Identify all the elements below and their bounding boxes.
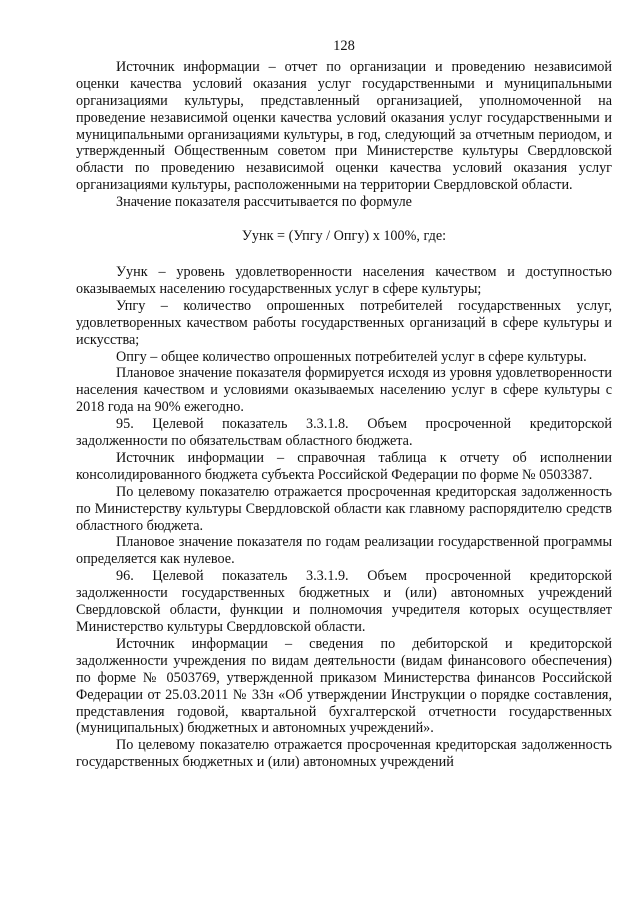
paragraph-indicator-95: 95. Целевой показатель 3.3.1.8. Объем просроченной кредиторской задолженности по обязательствам областного бюджета. — [76, 416, 612, 450]
paragraph-source-96: Источник информации – сведения по дебиторской и кредиторской задолженности учреждения по видам деятельности (видам финансового обеспечения) по форме № 0503769, утвержденной приказом Министерства финансов Российской Федерации от 25.03.2011 № 33н «Об утверждении Инструкции о порядке составления, представления годовой, квартальной бухгалтерской отчетности государственных (муниципальных) бюджетных и автономных учреждений». — [76, 635, 612, 737]
paragraph-reflection-95: По целевому показателю отражается просроченная кредиторская задолженность по Министерству культуры Свердловской области как главному распорядителю средств областного бюджета. — [76, 483, 612, 534]
paragraph-indicator-96: 96. Целевой показатель 3.3.1.9. Объем просроченной кредиторской задолженности государственных бюджетных и (или) автономных учреждений Свердловской области, функции и полномочия учредителя которых осуществляет Министерство культуры Свердловской области. — [76, 568, 612, 635]
paragraph-formula-intro: Значение показателя рассчитывается по формуле — [116, 194, 412, 211]
page-number: 128 — [333, 38, 355, 54]
paragraph-source-info: Источник информации – отчет по организации и проведению независимой оценки качества условий оказания услуг государственными и муниципальными организациями культуры, представленный организацией, уполномоченной на проведение независимой оценки качества условий оказания услуг государственными и муниципальными организациями культуры, в год, следующий за отчетным периодом, и утвержденный Общественным советом при Министерстве культуры Свердловской области по проведению независимой оценки качества условий оказания услуг организациями культуры, расположенными на территории Свердловской области. — [76, 58, 612, 194]
paragraph-planned-value: Плановое значение показателя формируется исходя из уровня удовлетворенности населения качеством и условиями оказываемых населению услуг в сфере культуры с 2018 года на 90% ежегодно. — [76, 365, 612, 416]
paragraph-reflection-96: По целевому показателю отражается просроченная кредиторская задолженность государственных бюджетных и (или) автономных учреждений — [76, 737, 612, 771]
paragraph-definition-uunk: Уунк – уровень удовлетворенности населения качеством и доступностью оказываемых населению государственных услуг в сфере культуры; — [76, 263, 612, 297]
paragraph-definition-upgu: Упгу – количество опрошенных потребителей государственных услуг, удовлетворенных качеством работы государственных организаций в сфере культуры и искусства; — [76, 297, 612, 348]
document-page — [76, 38, 612, 771]
paragraph-definition-opgu: Опгу – общее количество опрошенных потребителей услуг в сфере культуры. — [116, 348, 587, 365]
paragraph-planned-95: Плановое значение показателя по годам реализации государственной программы определяется как нулевое. — [76, 534, 612, 568]
formula: Уунк = (Упгу / Опгу) х 100%, где: — [241, 228, 447, 245]
paragraph-source-95: Источник информации – справочная таблица к отчету об исполнении консолидированного бюджета субъекта Российской Федерации по форме № 0503387. — [76, 449, 612, 483]
